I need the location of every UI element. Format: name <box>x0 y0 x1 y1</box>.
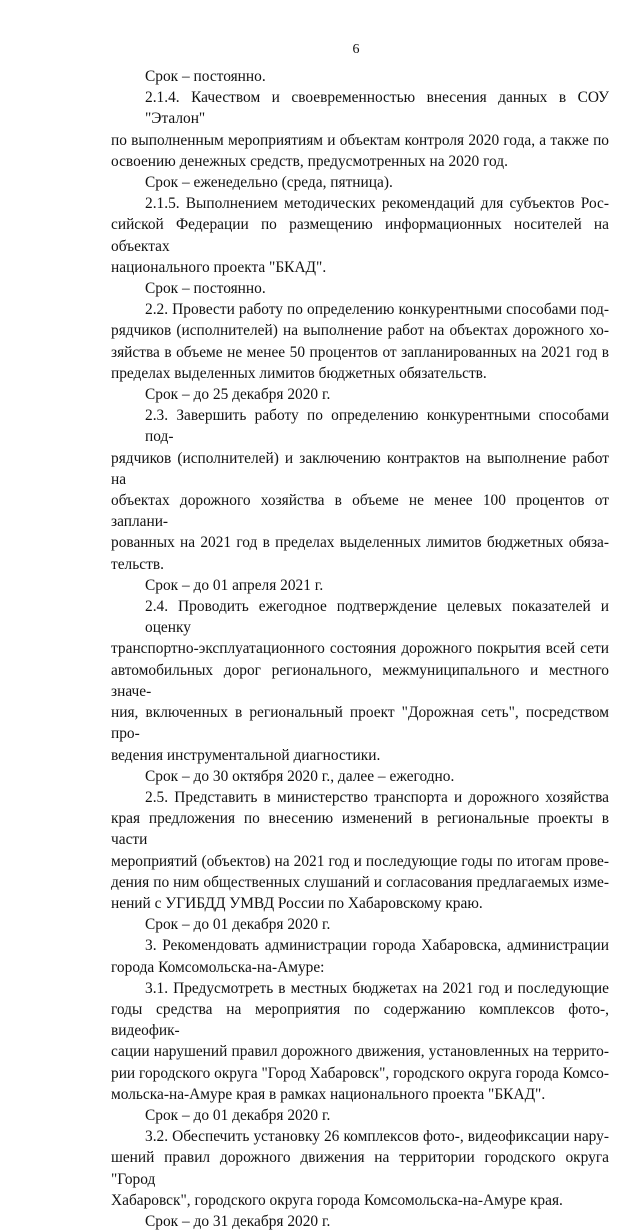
text-line: 3.2. Обеспечить установку 26 комплексов фото-, видеофиксации нару- <box>145 1128 609 1146</box>
text-line: Срок – еженедельно (среда, пятница). <box>145 174 393 192</box>
text-line: мероприятий (объектов) на 2021 год и последующие годы по итогам прове- <box>111 852 609 870</box>
text-line: 2.1.4. Качеством и своевременностью внесения данных в СОУ "Эталон" <box>145 89 609 128</box>
text-line: 3. Рекомендовать администрации города Хабаровска, администрации <box>145 937 609 955</box>
text-line: Срок – до 30 октября 2020 г., далее – ежегодно. <box>145 767 455 785</box>
text-line: Срок – до 31 декабря 2020 г. <box>145 1212 331 1230</box>
text-line: города Комсомольска-на-Амуре: <box>111 958 325 976</box>
text-line: рованных на 2021 год в пределах выделенных лимитов бюджетных обяза- <box>111 534 609 552</box>
page-number: 6 <box>352 42 360 57</box>
text-line: объектах дорожного хозяйства в объеме не менее 100 процентов от заплани- <box>111 492 609 531</box>
text-line: края предложения по внесению изменений в региональные проекты в части <box>111 810 609 849</box>
text-line: освоению денежных средств, предусмотренных на 2020 год. <box>111 152 508 170</box>
text-line: Срок – до 01 декабря 2020 г. <box>145 916 331 934</box>
text-line: автомобильных дорог регионального, межмуниципального и местного значе- <box>111 661 609 700</box>
text-line: сации нарушений правил дорожного движения, установленных на террито- <box>111 1043 609 1061</box>
text-line: рядчиков (исполнителей) на выполнение работ на объектах дорожного хо- <box>111 322 609 340</box>
text-line: шений правил дорожного движения на территории городского округа "Город <box>111 1149 609 1188</box>
text-line: ведения инструментальной диагностики. <box>111 746 381 764</box>
text-line: 3.1. Предусмотреть в местных бюджетах на 2021 год и последующие <box>145 979 609 997</box>
text-line: ния, включенных в региональный проект "Дорожная сеть", посредством про- <box>111 704 609 743</box>
text-line: национального проекта "БКАД". <box>111 258 327 276</box>
text-line: зяйства в объеме не менее 50 процентов от запланированных на 2021 год в <box>111 343 609 361</box>
text-line: тельств. <box>111 555 164 573</box>
text-line: Хабаровск", городского округа города Комсомольска-на-Амуре края. <box>111 1191 563 1209</box>
text-line: Срок – до 25 декабря 2020 г. <box>145 386 331 404</box>
text-line: 2.2. Провести работу по определению конкурентными способами под- <box>145 301 609 319</box>
text-line: по выполненным мероприятиям и объектам контроля 2020 года, а также по <box>111 131 609 149</box>
body-text <box>111 66 609 1232</box>
text-line: Срок – до 01 апреля 2021 г. <box>145 576 324 594</box>
text-line: дения по ним общественных слушаний и согласования предлагаемых изме- <box>111 873 609 891</box>
text-line: Срок – постоянно. <box>145 280 266 298</box>
text-line: рии городского округа "Город Хабаровск", городского округа города Комсо- <box>111 1064 609 1082</box>
text-line: мольска-на-Амуре края в рамках национального проекта "БКАД". <box>111 1085 546 1103</box>
text-line: 2.4. Проводить ежегодное подтверждение целевых показателей и оценку <box>145 598 609 637</box>
text-line: 2.1.5. Выполнением методических рекомендаций для субъектов Рос- <box>145 195 609 213</box>
text-line: годы средства на мероприятия по содержанию комплексов фото-, видеофик- <box>111 1000 609 1040</box>
text-line: пределах выделенных лимитов бюджетных обязательств. <box>111 364 487 382</box>
text-line: нений с УГИБДД УМВД России по Хабаровскому краю. <box>111 894 483 912</box>
text-line: Срок – до 01 декабря 2020 г. <box>145 1106 331 1124</box>
text-line: сийской Федерации по размещению информационных носителей на объектах <box>111 216 609 255</box>
text-line: Срок – постоянно. <box>145 68 266 85</box>
text-line: транспортно-эксплуатационного состояния дорожного покрытия всей сети <box>111 640 609 658</box>
text-line: рядчиков (исполнителей) и заключению контрактов на выполнение работ на <box>111 449 609 488</box>
text-line: 2.5. Представить в министерство транспорта и дорожного хозяйства <box>145 788 609 806</box>
text-line: 2.3. Завершить работу по определению конкурентными способами под- <box>145 407 609 446</box>
